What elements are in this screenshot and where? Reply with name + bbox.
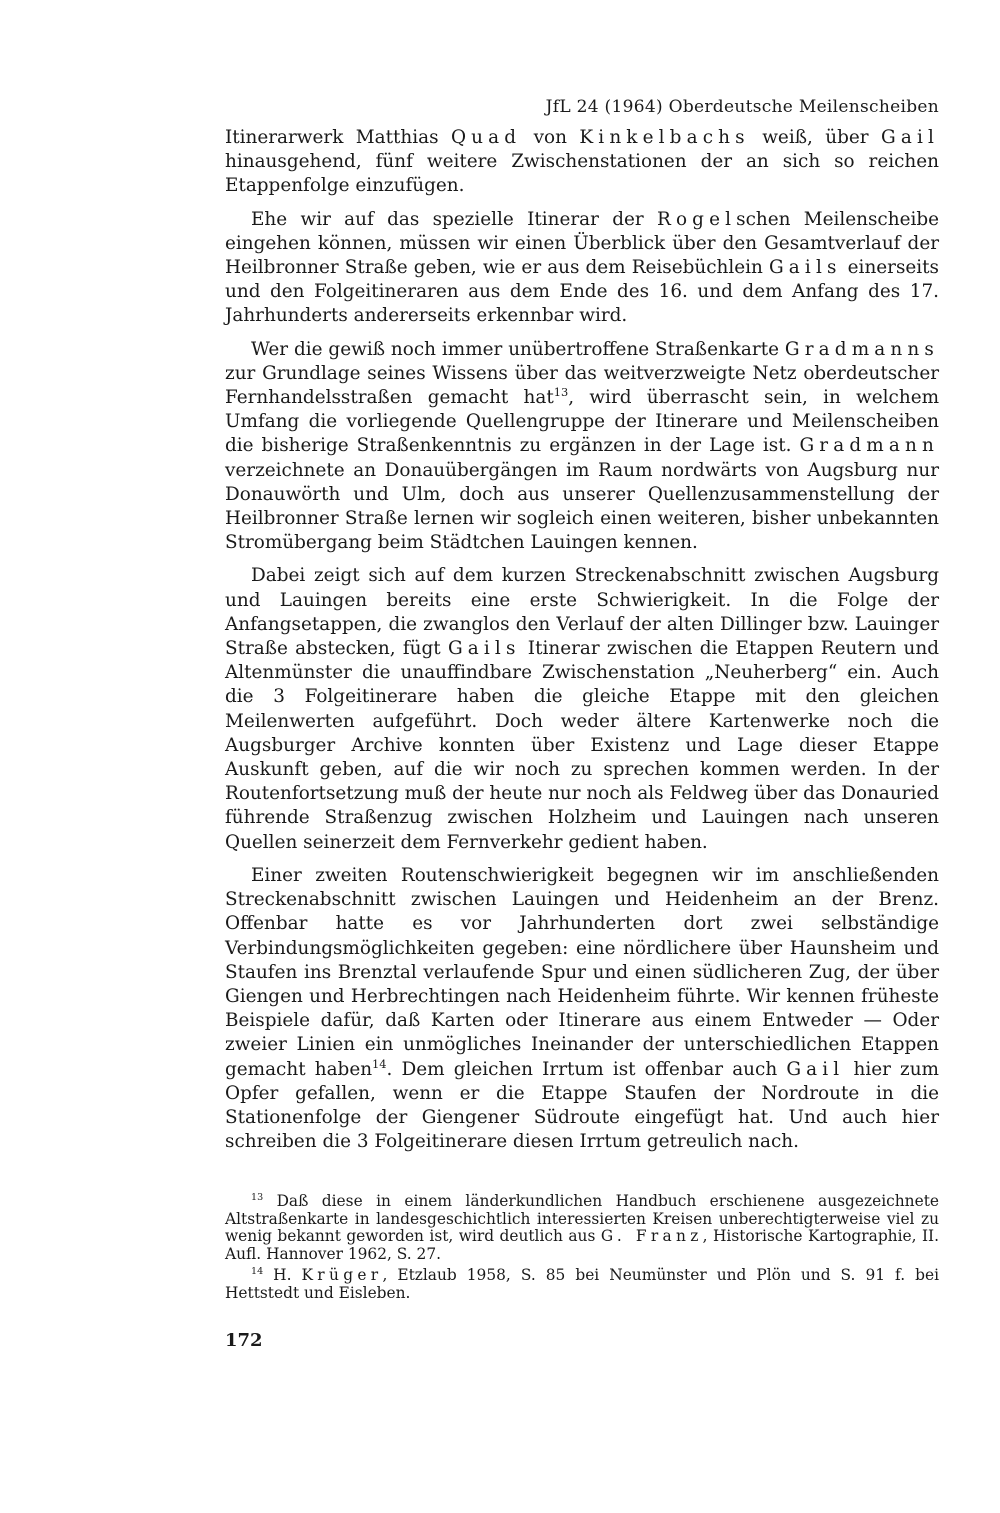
text-run: hier zum Opfer gefallen, wenn er die Etappe Staufen der Nordroute in die Stationenfolge der Giengener Südroute eingefügt hat. Und auch hier schreiben die 3 Folgeitinerare diesen Irrtum getreulich nach. (225, 1058, 939, 1153)
author-name-gails: Gails (768, 257, 842, 279)
paragraph-2 (225, 208, 939, 329)
author-name-gails: Gails (447, 638, 521, 660)
text-run: Itinerar zwischen die Etappen Reutern und Altenmünster die unauffindbare Zwischenstation „Neuherberg“ ein. Auch die 3 Folgeitinerare haben die gleiche Etappe mit den gleichen Meilenwerten aufgeführt. Doch weder ältere Kartenwerke noch die Augsburger Archive konnten über Existenz und Lage dieser Etappe Auskunft geben, auf die wir noch zu sprechen kommen werden. In der Routenfortsetzung muß der heute nur noch als Feldweg über das Donauried führende Straßenzug zwischen Holzheim und Lauingen nach unseren Quellen seinerzeit dem Fernverkehr gedient haben. (225, 638, 940, 853)
body-text (225, 126, 939, 1154)
document-page (225, 92, 939, 1163)
author-name-gradmann: Gradmann (799, 435, 939, 457)
footnotes (225, 1193, 939, 1306)
text-run: Wer die gewiß noch immer unübertroffene Straßenkarte (251, 338, 785, 360)
text-run: von (521, 127, 580, 148)
text-run: , wird überrascht sein, in welchem Umfang die vorliegende Quellengruppe der Itinerare und Meilenscheiben die bisherige Straßenkenntnis zu ergänzen in der Lage ist. (225, 387, 940, 457)
text-run: Ehe wir auf das spezielle Itinerar der (251, 208, 657, 230)
text-run: . Dem gleichen Irrtum ist offenbar auch (386, 1058, 787, 1080)
text-run: Itinerarwerk Matthias (225, 127, 451, 148)
text-run: schen Meilenscheibe eingehen können, müssen wir einen Überblick über den Gesamtverlauf der Heilbronner Straße geben, wie er aus dem Reisebüchlein (225, 208, 939, 279)
text-run: H. (263, 1266, 302, 1284)
text-run: zur Grundlage seines Wissens über das weitverzweigte Netz oberdeutscher Fernhandelsstraßen gemacht hat (225, 362, 939, 409)
text-run: , Historische Kartographie, II. Aufl. Hannover 1962, S. 27. (225, 1227, 940, 1263)
paragraph-4 (225, 564, 939, 854)
author-name-quad: Quad (450, 127, 522, 148)
paragraph-5 (225, 864, 939, 1154)
author-name-rogel: Rogel (656, 208, 737, 230)
text-run: einerseits und den Folgeitineraren aus dem Ende des 16. und dem Anfang des 17. Jahrhunderts andererseits erkennbar wird. (225, 257, 939, 327)
running-header: JfL 24 (1964) Oberdeutsche Meilenscheiben (545, 97, 939, 117)
author-name-kinkelbachs: Kinkelbachs (579, 127, 750, 148)
author-name-gradmanns: Gradmanns (784, 338, 939, 360)
text-run: weiß, über (749, 127, 881, 148)
author-name-krueger: Krüger (301, 1266, 383, 1284)
page-number: 172 (225, 1330, 263, 1351)
text-run: hinausgehend, fünf weitere Zwischenstationen der an sich so reichen Etappenfolge einzufügen. (225, 151, 939, 197)
paragraph-3 (225, 338, 939, 556)
paragraph-1 (225, 126, 939, 199)
footnote-13 (225, 1193, 939, 1263)
author-name-gail: Gail (880, 127, 940, 148)
text-run: verzeichnete an Donauübergängen im Raum nordwärts von Augsburg nur Donauwörth und Ulm, doch aus unserer Quellenzusammenstellung der Heilbronner Straße lernen wir sogleich einen weiteren, bisher unbekannten Stromübergang beim Städtchen Lauingen kennen. (225, 459, 939, 554)
footnote-number: 13 (251, 1191, 264, 1203)
text-run: Einer zweiten Routenschwierigkeit begegnen wir im anschließenden Streckenabschnitt zwischen Lauingen und Heidenheim an der Brenz. Offenbar hatte es vor Jahrhunderten dort zwei selbständige Verbindungsmöglichkeiten gegeben: eine nördlichere über Haunsheim und Staufen ins Brenztal verlaufende Spur und einen südlicheren Zug, der über Giengen und Herbrechtingen nach Heidenheim führte. Wir kennen früheste Beispiele dafür, daß Karten oder Itinerare aus einem Entweder — Oder zweier Linien ein unmögliches Ineinander der unterschiedlichen Etappen gemacht haben (225, 864, 939, 1080)
author-name-franz: G. Franz (600, 1227, 703, 1245)
text-run: , Etzlaub 1958, S. 85 bei Neumünster und Plön und S. 91 f. bei Hettstedt und Eisleben. (225, 1266, 939, 1302)
text-run: Daß diese in einem länderkundlichen Handbuch erschienene ausgezeichnete Altstraßenkarte in landesgeschichtlich interessierten Kreisen unberechtigterweise viel zu wenig bekannt geworden ist, wird deutlich aus (225, 1192, 939, 1245)
author-name-gail: Gail (786, 1058, 845, 1080)
footnote-ref-13[interactable]: 13 (553, 384, 569, 399)
footnote-ref-14[interactable]: 14 (372, 1056, 387, 1071)
text-run: Dabei zeigt sich auf dem kurzen Streckenabschnitt zwischen Augsburg und Lauingen bereits eine erste Schwierigkeit. In die Folge der Anfangsetappen, die zwanglos den Verlauf der alten Dillinger bzw. Lauinger Straße abstecken, fügt (225, 565, 939, 660)
footnote-14 (225, 1267, 939, 1302)
footnote-number: 14 (251, 1265, 264, 1277)
